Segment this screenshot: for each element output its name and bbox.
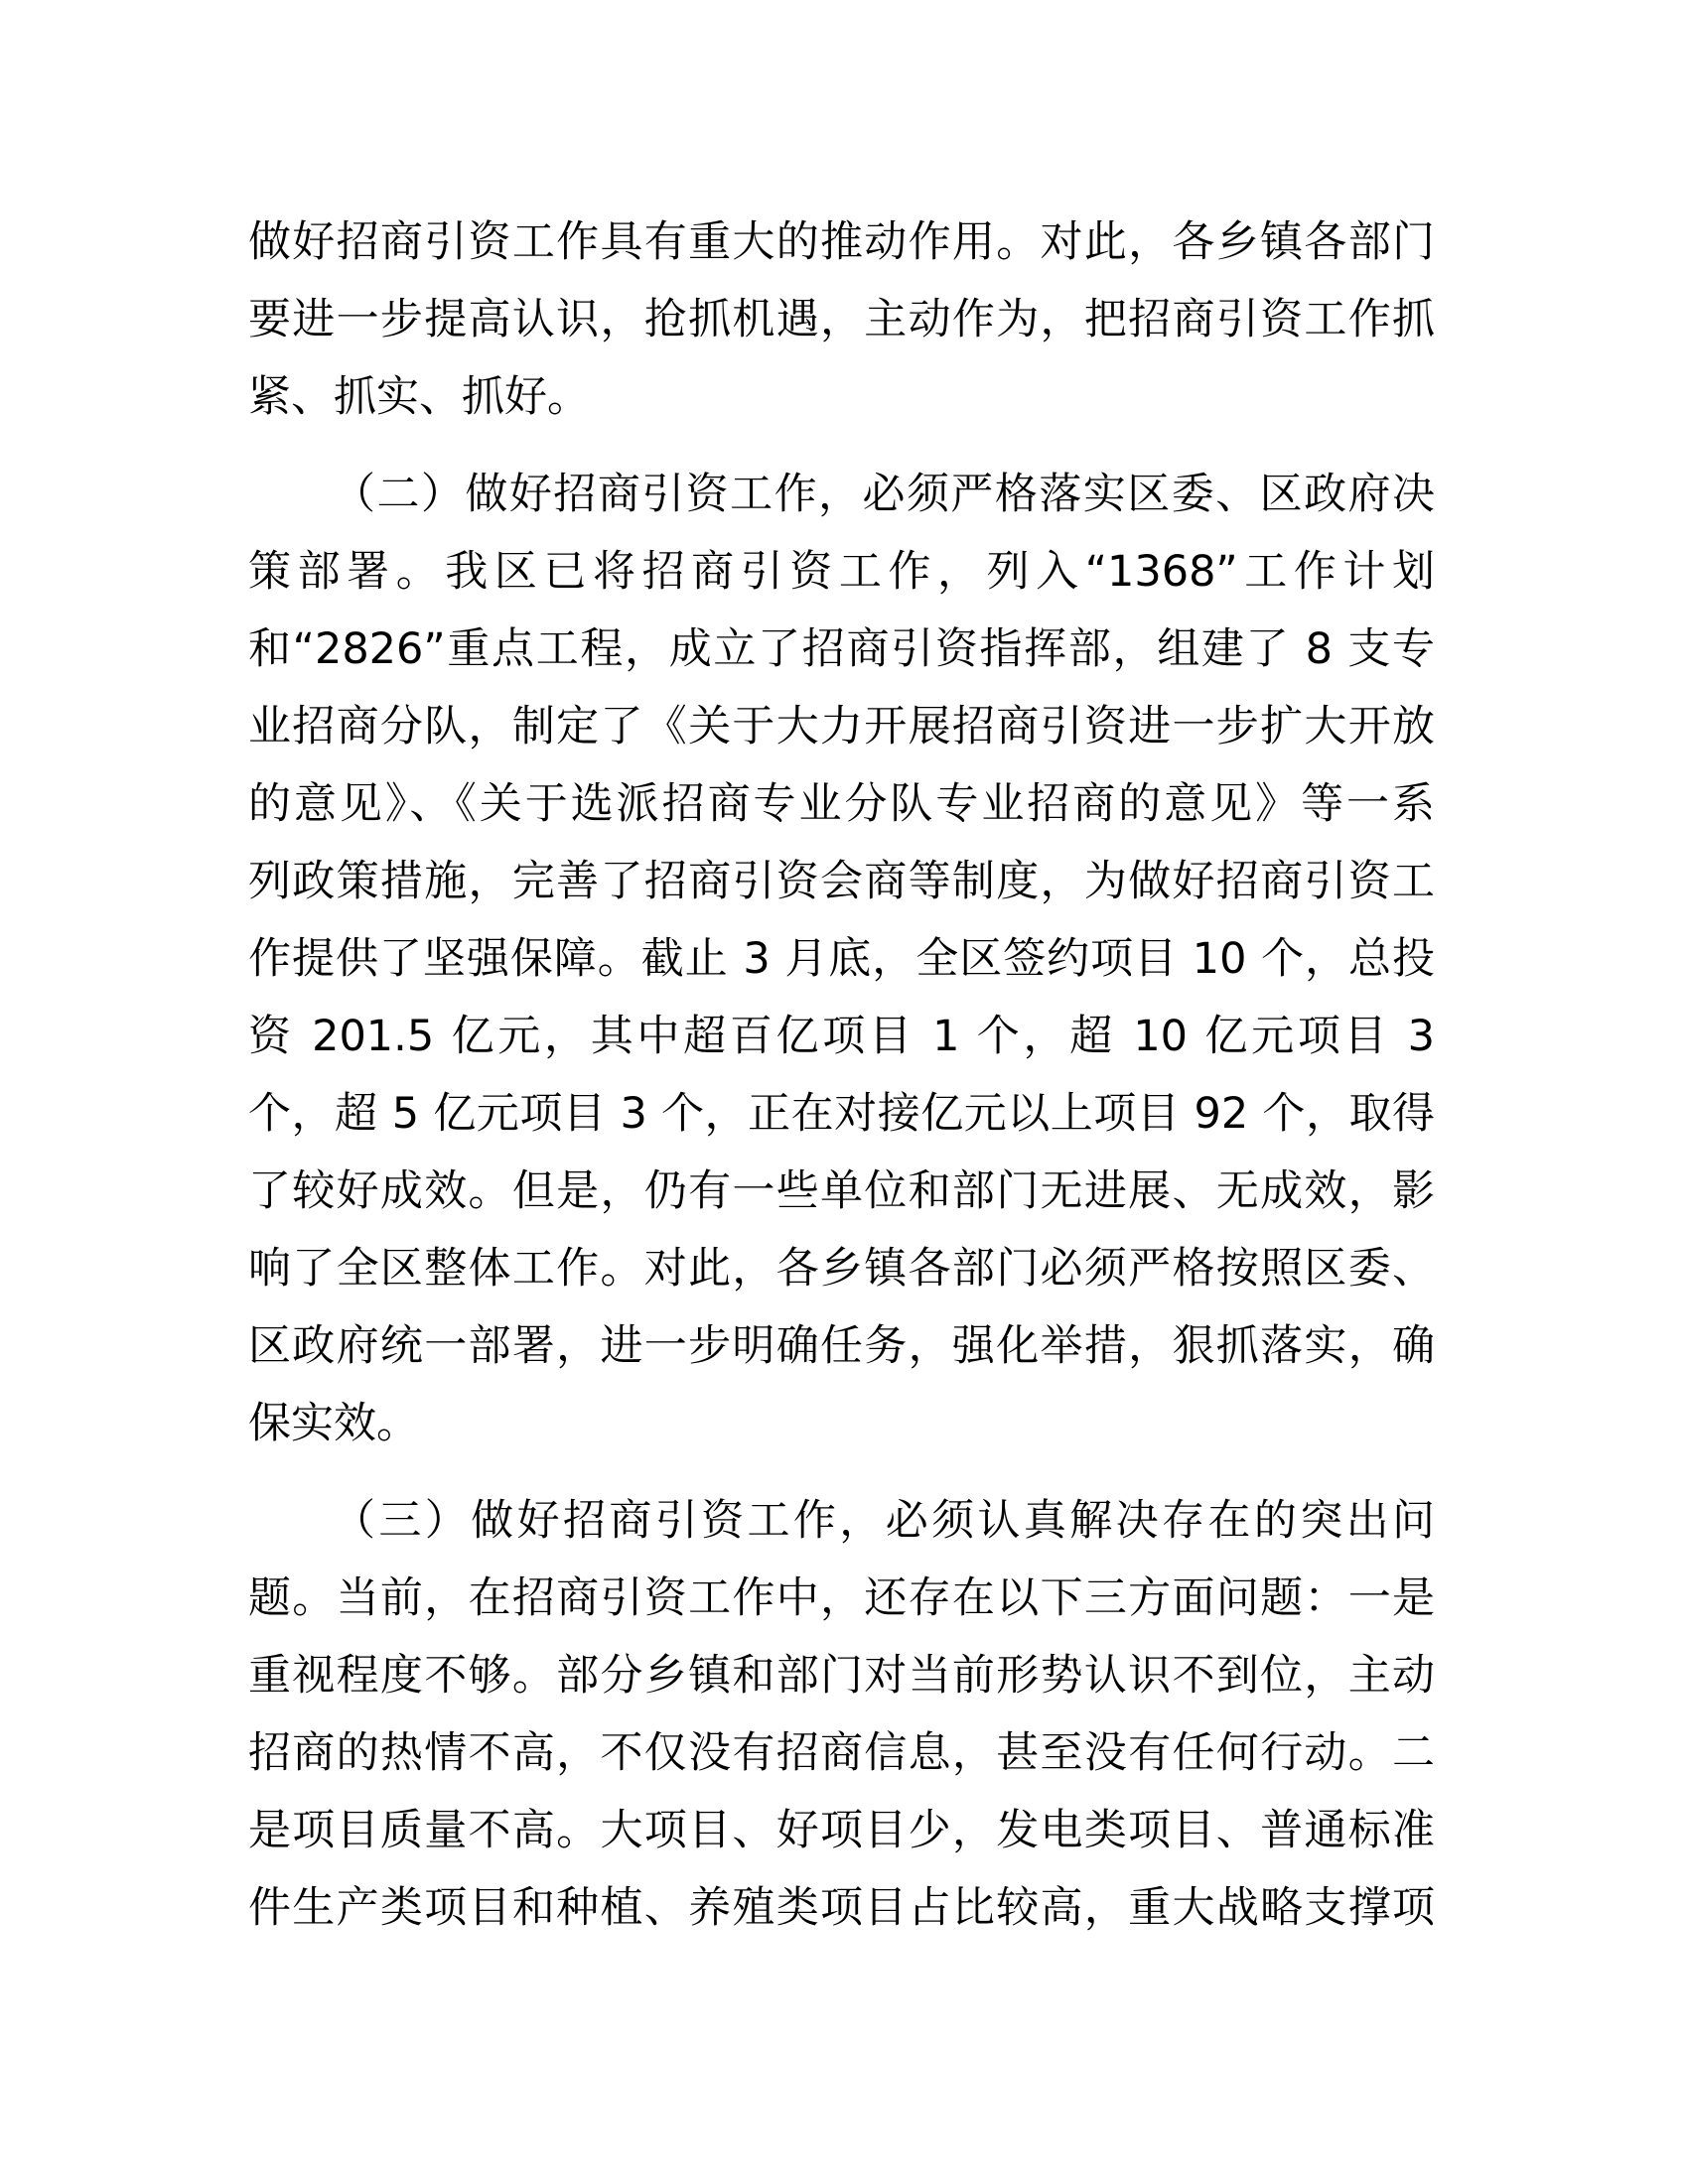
- text-line: 个，超 5 亿元项目 3 个，正在对接亿元以上项目 92 个，取得: [248, 1089, 1435, 1139]
- text-line: 作提供了坚强保障。截止 3 月底，全区签约项目 10 个，总投: [248, 934, 1435, 984]
- text-line: 重视程度不够。部分乡镇和部门对当前形势认识不到位，主动: [248, 1651, 1435, 1701]
- text-line: 和“2826”重点工程，成立了招商引资指挥部，组建了 8 支专: [248, 624, 1435, 674]
- text-line: 业招商分队，制定了《关于大力开展招商引资进一步扩大开放: [248, 702, 1435, 751]
- text-line: 做好招商引资工作具有重大的推动作用。对此，各乡镇各部门: [248, 217, 1435, 267]
- text-line: 是项目质量不高。大项目、好项目少，发电类项目、普通标准: [248, 1806, 1435, 1855]
- text-line: 列政策措施，完善了招商引资会商等制度，为做好招商引资工: [248, 857, 1435, 906]
- text-line: 区政府统一部署，进一步明确任务，强化举措，狠抓落实，确: [248, 1321, 1435, 1371]
- text-line: 了较好成效。但是，仍有一些单位和部门无进展、无成效，影: [248, 1166, 1435, 1216]
- paragraph-heading-line: （二）做好招商引资工作，必须严格落实区委、区政府决: [333, 470, 1435, 519]
- text-line: 响了全区整体工作。对此，各乡镇各部门必须严格按照区委、: [248, 1244, 1435, 1294]
- text-line: 题。当前，在招商引资工作中，还存在以下三方面问题：一是: [248, 1573, 1435, 1623]
- text-line: 保实效。: [248, 1399, 419, 1448]
- text-line: 件生产类项目和种植、养殖类项目占比较高，重大战略支撑项: [248, 1883, 1435, 1933]
- text-line: 招商的热情不高，不仅没有招商信息，甚至没有任何行动。二: [248, 1728, 1435, 1778]
- paragraph-heading-line: （三）做好招商引资工作，必须认真解决存在的突出问: [333, 1496, 1435, 1546]
- text-line: 策部署。我区已将招商引资工作，列入“1368”工作计划: [248, 547, 1435, 597]
- text-line: 紧、抓实、抓好。: [248, 372, 590, 422]
- text-line: 要进一步提高认识，抢抓机遇，主动作为，把招商引资工作抓: [248, 295, 1435, 344]
- text-line: 资 201.5 亿元，其中超百亿项目 1 个，超 10 亿元项目 3: [248, 1012, 1435, 1061]
- text-line: 的意见》、《关于选派招商专业分队专业招商的意见》等一系: [248, 779, 1435, 829]
